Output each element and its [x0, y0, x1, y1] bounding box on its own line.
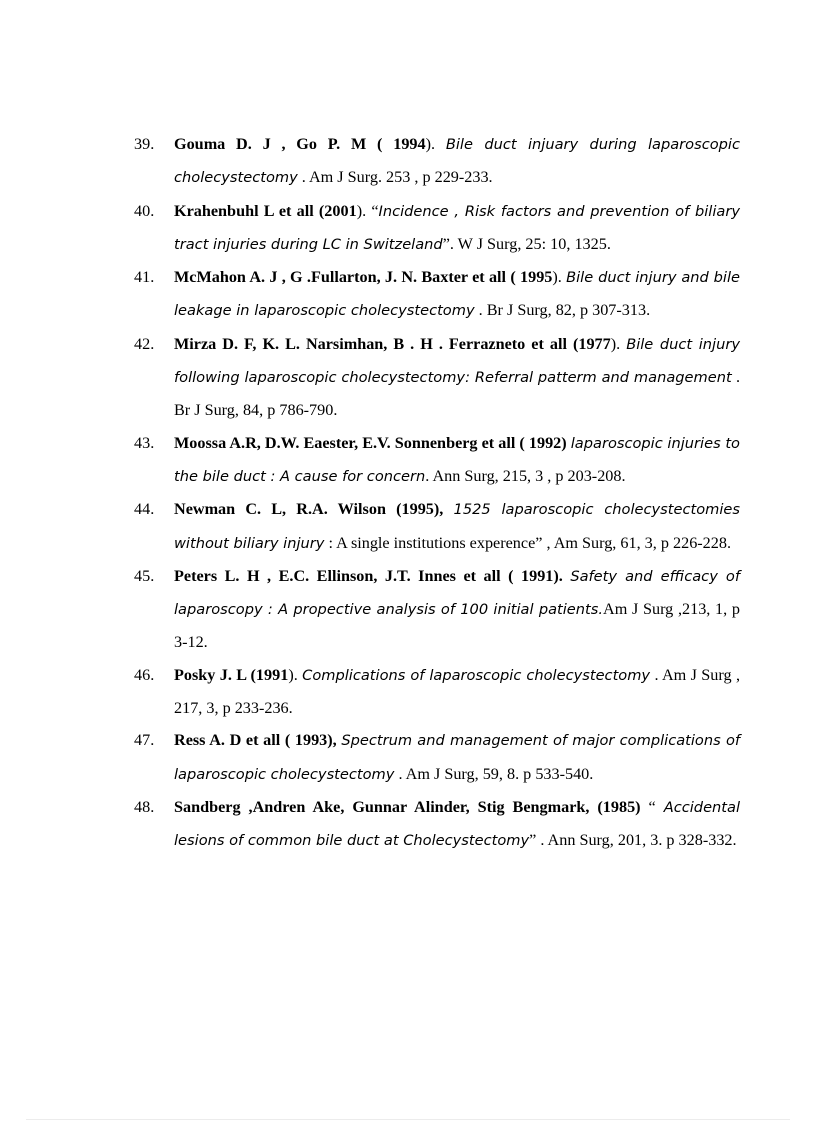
reference-title: Accidental lesions of common bile duct at Cholecystectomy	[174, 798, 741, 850]
reference-item	[134, 328, 740, 427]
reference-authors: Moossa A.R, D.W. Eaester, E.V. Sonnenberg et all ( 1992)	[174, 433, 567, 452]
reference-source: . Am J Surg , 217, 3, p 233-236.	[174, 665, 741, 718]
reference-item	[134, 261, 740, 328]
reference-source: . Am J Surg, 59, 8. p 533-540.	[394, 764, 594, 783]
reference-number: 39.	[134, 135, 155, 153]
reference-separator: “	[640, 797, 664, 816]
reference-separator: ).	[288, 665, 303, 684]
reference-number: 41.	[134, 268, 155, 287]
reference-item	[134, 560, 740, 659]
reference-item	[134, 128, 740, 195]
reference-separator: ).	[610, 334, 627, 353]
page-bottom-divider	[26, 1119, 790, 1120]
reference-title: laparoscopic injuries to the bile duct : A cause for concern	[174, 434, 740, 485]
reference-title: Bile duct injury following laparoscopic cholecystectomy: Referral patterm and management	[174, 335, 740, 387]
reference-source: . Am J Surg. 253 , p 229-233.	[297, 168, 493, 187]
reference-authors: Gouma D. J , Go P. M ( 1994	[174, 135, 426, 153]
reference-source: . Br J Surg, 82, p 307-313.	[474, 301, 651, 320]
reference-authors: McMahon A. J , G .Fullarton, J. N. Baxter et all ( 1995	[174, 268, 553, 287]
reference-item	[134, 427, 740, 494]
reference-number: 45.	[134, 566, 155, 585]
reference-item	[134, 724, 740, 791]
reference-authors: Peters L. H , E.C. Ellinson, J.T. Innes et all ( 1991).	[174, 566, 563, 585]
reference-source: ” . Ann Surg, 201, 3. p 328-332.	[529, 831, 737, 850]
reference-separator: ).	[552, 268, 567, 287]
reference-source: ”. W J Surg, 25: 10, 1325.	[442, 234, 611, 253]
reference-authors: Sandberg ,Andren Ake, Gunnar Alinder, Stig Bengmark, (1985)	[174, 797, 641, 816]
reference-separator: ).	[425, 135, 446, 153]
reference-source: Am J Surg ,213, 1, p 3-12.	[174, 600, 740, 652]
reference-source: : A single institutions experence” , Am Surg, 61, 3, p 226-228.	[324, 533, 732, 552]
reference-number: 43.	[134, 433, 155, 452]
reference-authors: Ress A. D et all ( 1993),	[174, 731, 337, 750]
reference-title: 1525 laparoscopic cholecystectomies without biliary injury	[174, 501, 740, 552]
reference-item	[134, 493, 740, 560]
reference-authors: Krahenbuhl L et all (2001	[174, 201, 357, 220]
reference-authors: Mirza D. F, K. L. Narsimhan, B . H . Ferrazneto et all (1977	[174, 334, 611, 353]
reference-separator	[443, 500, 453, 518]
reference-authors: Newman C. L, R.A. Wilson (1995),	[174, 500, 444, 519]
reference-number: 42.	[134, 334, 155, 353]
reference-item	[134, 659, 740, 725]
reference-source: . Ann Surg, 215, 3 , p 203-208.	[425, 466, 626, 485]
reference-number: 44.	[134, 500, 155, 519]
reference-title: Complications of laparoscopic cholecystectomy	[302, 666, 651, 684]
reference-separator: ). “	[356, 201, 379, 220]
reference-title: Incidence , Risk factors and prevention of biliary tract injuries during LC in Switzeland	[174, 202, 740, 253]
reference-authors: Posky J. L (1991	[174, 665, 289, 684]
reference-number: 40.	[134, 201, 155, 220]
reference-title: Spectrum and management of major complications of laparoscopic cholecystectomy	[174, 732, 741, 783]
reference-title: Bile duct injuary during laparoscopic cholecystectomy	[174, 136, 741, 187]
reference-item	[134, 791, 740, 858]
reference-source: . Br J Surg, 84, p 786-790.	[174, 368, 740, 420]
reference-list	[134, 128, 740, 858]
reference-number: 46.	[134, 665, 155, 684]
reference-number: 48.	[134, 797, 155, 816]
reference-item	[134, 195, 740, 262]
reference-title: Bile duct injury and bile leakage in laparoscopic cholecystectomy	[174, 269, 741, 320]
reference-title: Safety and efficacy of laparoscopy : A propective analysis of 100 initial patients.	[174, 567, 740, 619]
reference-number: 47.	[134, 731, 155, 750]
